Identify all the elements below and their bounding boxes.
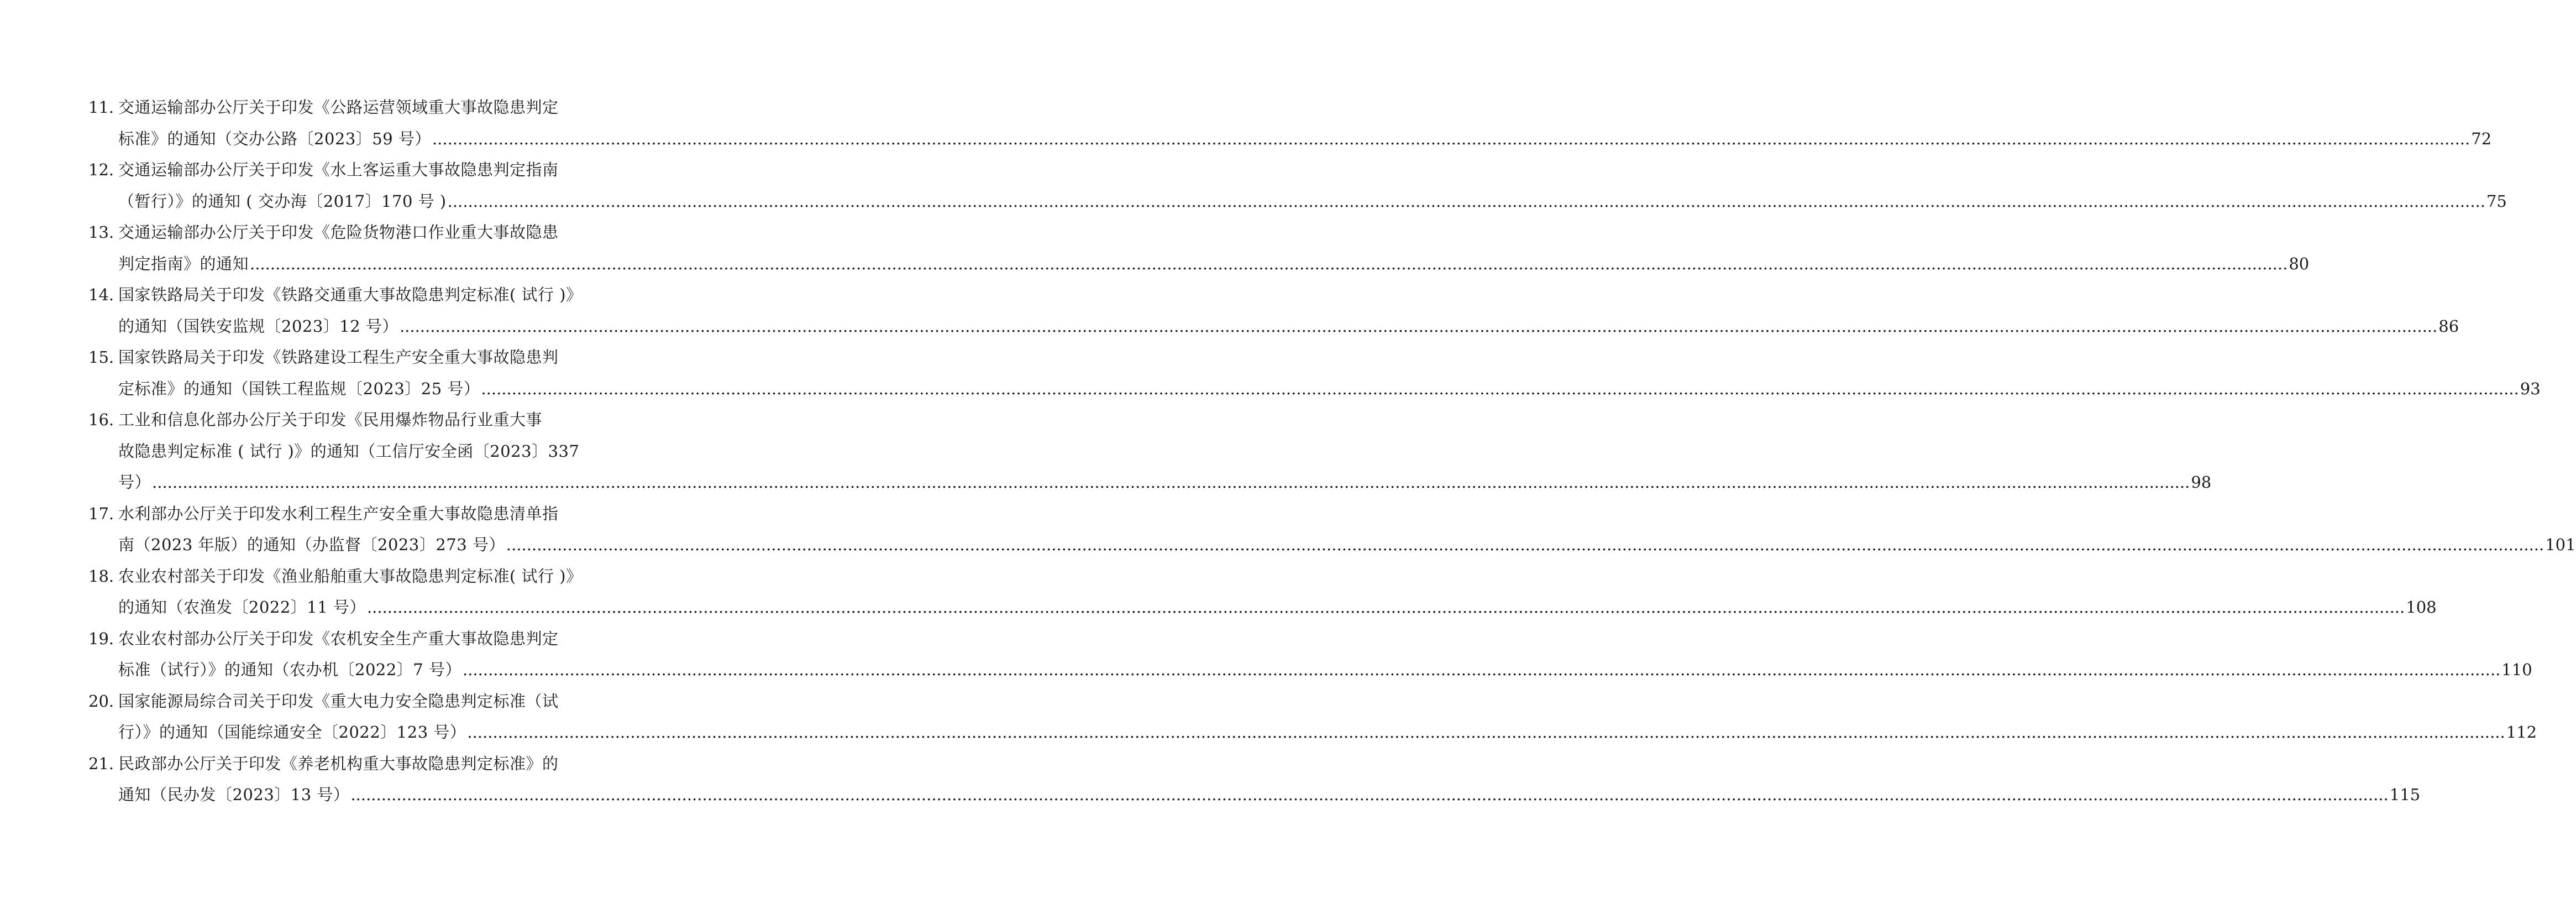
toc-entry-line [0,748,643,780]
toc-entry-leader-row [118,592,2437,623]
toc-entry-number: 19. [88,629,114,648]
toc-entry-title-tail: 判定指南》的通知 [118,254,249,273]
toc-entry-page-number[interactable]: 93 [2520,379,2541,398]
toc-entry-line [0,654,2532,686]
toc-entry-title: 故隐患判定标准 ( 试行 )》的通知（工信厅安全函〔2023〕337 [118,441,580,461]
toc-entry-title: 农业农村部关于印发《渔业船舶重大事故隐患判定标准( 试行 )》 [118,566,583,586]
dot-leader: ................................................................................................................................................................................................................................................................................................................................................................................................................ [506,535,2544,554]
toc-entry-title-tail: 的通知（国铁安监规〔2023〕12 号） [118,316,398,336]
toc-entry-number: 13. [88,223,114,242]
toc-entry-leader-row [118,529,2576,561]
toc-entry-number: 11. [88,98,114,117]
toc-entry[interactable] [0,217,2310,279]
toc-entry-line [0,436,643,467]
toc-entry-leader-row [118,717,2537,748]
toc-entry-line [0,154,643,186]
toc-entry-number: 14. [88,285,114,304]
dot-leader: ................................................................................................................................................................................................................................................................................................................................................................................................................ [462,660,2501,679]
toc-entry-line [0,592,2437,623]
toc-entry-line [0,123,2492,155]
toc-entry-line [0,92,643,123]
toc-entry-title: 交通运输部办公厅关于印发《水上客运重大事故隐患判定指南 [118,160,559,179]
toc-entry-title: 国家铁路局关于印发《铁路建设工程生产安全重大事故隐患判 [118,348,559,367]
toc-entry-line [0,467,2212,498]
toc-entry-title-tail: 标准（试行）》的通知（农办机〔2022〕7 号） [118,660,461,679]
toc-entry-line [0,311,2459,342]
toc-entry-title: 交通运输部办公厅关于印发《危险货物港口作业重大事故隐患 [118,223,559,242]
toc-entry-title-tail: 行）》的通知（国能综通安全〔2022〕123 号） [118,723,466,742]
toc-entry-line [0,561,643,592]
toc-entry-leader-row [118,373,2541,405]
dot-leader: ................................................................................................................................................................................................................................................................................................................................................................................................................ [152,473,2190,492]
toc-entry-number: 16. [88,410,114,429]
toc-entry-line [0,279,643,311]
toc-entry[interactable] [0,623,2532,686]
toc-entry-leader-row [118,123,2492,155]
toc-entry-title: 交通运输部办公厅关于印发《公路运营领域重大事故隐患判定 [118,98,559,117]
toc-entry[interactable] [0,748,2421,811]
toc-entry-line [0,404,643,436]
toc-entry[interactable] [0,404,2212,498]
toc-entry-line [0,529,2576,561]
toc-entry-page-number[interactable]: 80 [2289,254,2310,273]
toc-entry-page-number[interactable]: 101 [2545,535,2576,554]
toc-entry-number: 15. [88,348,114,367]
toc-entry-page-number[interactable]: 108 [2406,598,2437,617]
toc-entry-title: 民政部办公厅关于印发《养老机构重大事故隐患判定标准》的 [118,754,559,773]
toc-entry-line [0,623,643,655]
toc-entry-title-tail: 定标准》的通知（国铁工程监规〔2023〕25 号） [118,379,480,398]
toc-entry-title-tail: 号） [118,473,151,492]
dot-leader: ................................................................................................................................................................................................................................................................................................................................................................................................................ [467,723,2505,742]
toc-entry-line [0,248,2310,280]
toc-entry-title: 农业农村部办公厅关于印发《农机安全生产重大事故隐患判定 [118,629,559,648]
toc-entry-leader-row [118,186,2507,217]
toc-entry[interactable] [0,154,2507,217]
dot-leader: ................................................................................................................................................................................................................................................................................................................................................................................................................ [350,785,2389,804]
toc-entry-leader-row [118,467,2212,498]
toc-entry-title: 国家能源局综合司关于印发《重大电力安全隐患判定标准（试 [118,691,559,711]
toc-entry-title-tail: 通知（民办发〔2023〕13 号） [118,785,350,804]
toc-entry-page-number[interactable]: 115 [2389,785,2421,804]
toc-entry-line [0,717,2537,748]
dot-leader: ................................................................................................................................................................................................................................................................................................................................................................................................................ [250,254,2288,273]
toc-entry-title-tail: 标准》的通知（交办公路〔2023〕59 号） [118,129,431,148]
toc-entry-line [0,779,2421,811]
toc-entry-page-number[interactable]: 110 [2501,660,2532,679]
dot-leader: ................................................................................................................................................................................................................................................................................................................................................................................................................ [366,598,2405,617]
toc-entry-line [0,498,643,530]
toc-entry[interactable] [0,561,2437,623]
toc-entry-title-tail: 的通知（农渔发〔2022〕11 号） [118,598,366,617]
toc-entry-page-number[interactable]: 72 [2471,129,2492,148]
toc-entry[interactable] [0,279,2459,342]
toc-entry-line [0,186,2507,217]
toc-entry-page-number[interactable]: 75 [2486,191,2507,211]
toc-entry-title-tail: （暂行）》的通知 ( 交办海〔2017〕170 号 ) [118,191,447,211]
toc-entry-title: 水利部办公厅关于印发水利工程生产安全重大事故隐患清单指 [118,504,559,523]
toc-entry-page-number[interactable]: 86 [2438,316,2459,336]
toc-entry-number: 20. [88,691,114,711]
toc-entry-title: 国家铁路局关于印发《铁路交通重大事故隐患判定标准( 试行 )》 [118,285,583,304]
toc-entry[interactable] [0,92,2492,154]
toc-entry-line [0,686,643,717]
toc-entry-title: 工业和信息化部办公厅关于印发《民用爆炸物品行业重大事 [118,410,543,429]
table-of-contents [0,92,2576,811]
toc-entry-line [0,342,643,373]
toc-entry-title-tail: 南（2023 年版）的通知（办监督〔2023〕273 号） [118,535,505,554]
toc-entry-number: 12. [88,160,114,179]
toc-entry-number: 18. [88,566,114,586]
toc-entry[interactable] [0,498,2576,561]
dot-leader: ................................................................................................................................................................................................................................................................................................................................................................................................................ [432,129,2470,148]
toc-entry-leader-row [118,311,2459,342]
dot-leader: ................................................................................................................................................................................................................................................................................................................................................................................................................ [399,316,2438,336]
toc-entry-leader-row [118,248,2310,280]
toc-entry-page-number[interactable]: 98 [2191,473,2212,492]
toc-entry-line [0,217,643,248]
toc-entry-leader-row [118,654,2532,686]
toc-entry-line [0,373,2541,405]
toc-entry-leader-row [118,779,2421,811]
toc-entry-page-number[interactable]: 112 [2506,723,2537,742]
toc-entry[interactable] [0,686,2537,748]
toc-entry-number: 17. [88,504,114,523]
dot-leader: ................................................................................................................................................................................................................................................................................................................................................................................................................ [447,191,2485,211]
toc-entry[interactable] [0,342,2541,404]
toc-entry-number: 21. [88,754,114,773]
dot-leader: ................................................................................................................................................................................................................................................................................................................................................................................................................ [481,379,2519,398]
